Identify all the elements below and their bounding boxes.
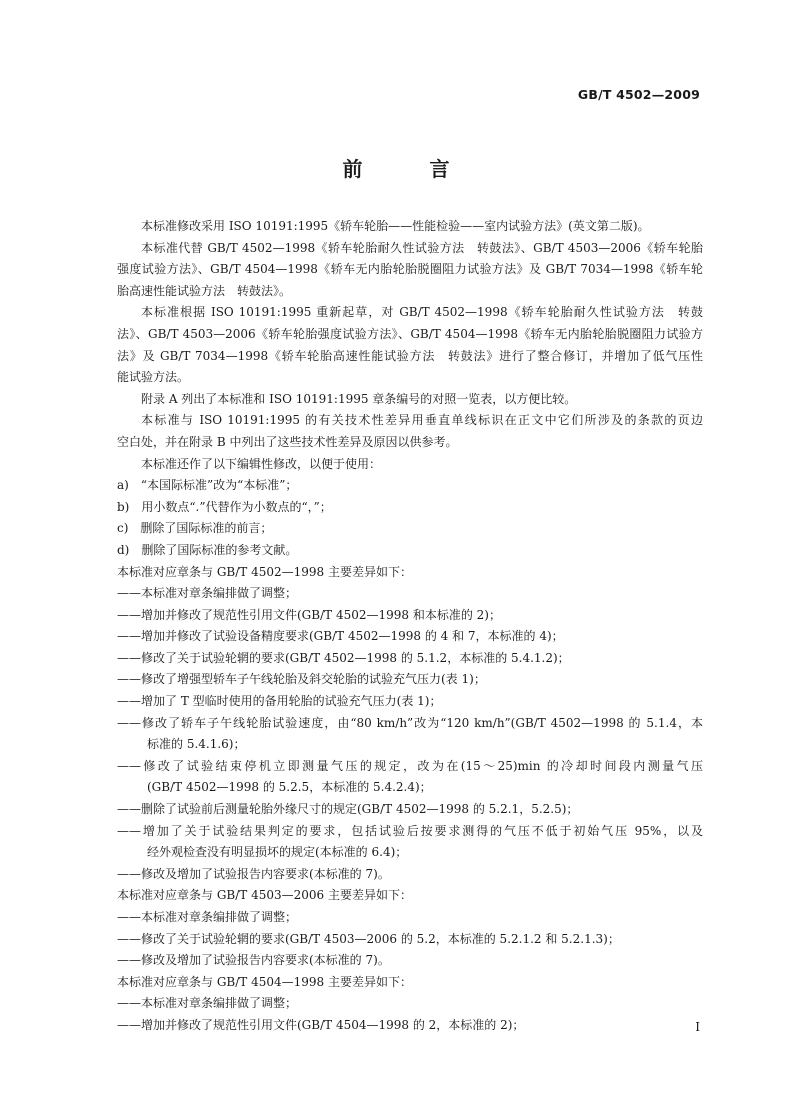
text-line: ——增加了关于试验结果判定的要求，包括试验后按要求测得的气压不低于初始气压 95%，以及 [117, 823, 703, 838]
text-line: ——修改了增强型轿车子午线轮胎及斜交轮胎的试验充气压力(表 1)； [117, 672, 486, 687]
page-number: I [695, 1020, 700, 1034]
text-line: 本标准与 ISO 10191:1995 的有关技术性差异用垂直单线标识在正文中它们所涉及的条款的页边 [141, 413, 703, 428]
text-line: ——删除了试验前后测量轮胎外缘尺寸的规定(GB/T 4502—1998 的 5.2.1，5.2.5)； [117, 802, 579, 817]
text-line: 法》及 GB/T 7034—1998《轿车轮胎高速性能试验方法 转鼓法》进行了整合修订，并增加了低气压性 [117, 348, 703, 363]
text-line: 经外观检查没有明显损坏的规定(本标准的 6.4)； [147, 845, 408, 860]
text-line: 本标准对应章条与 GB/T 4504—1998 主要差异如下： [117, 974, 412, 989]
text-line: 强度试验方法》、GB/T 4504—1998《轿车无内胎轮胎脱圈阻力试验方法》及 GB/T 7034—1998《轿车轮 [117, 262, 703, 277]
text-line: b) 用小数点“.”代替作为小数点的“，”； [117, 499, 332, 514]
text-line: ——增加并修改了规范性引用文件(GB/T 4504—1998 的 2，本标准的 2)； [117, 1017, 525, 1032]
text-line: 本标准对应章条与 GB/T 4503—2006 主要差异如下： [117, 888, 412, 903]
text-line: ——修改了关于试验轮辋的要求(GB/T 4503—2006 的 5.2，本标准的 5.2.1.2 和 5.2.1.3)； [117, 931, 620, 946]
text-line: 空白处，并在附录 B 中列出了这些技术性差异及原因以供参考。 [117, 434, 458, 449]
text-line: 能试验方法。 [117, 370, 190, 385]
text-line: 本标准对应章条与 GB/T 4502—1998 主要差异如下： [117, 564, 412, 579]
text-line: ——修改及增加了试验报告内容要求(本标准的 7)。 [117, 866, 390, 881]
text-line: ——本标准对章条编排做了调整； [117, 996, 298, 1011]
text-line: (GB/T 4502—1998 的 5.2.5，本标准的 5.4.2.4)； [147, 780, 432, 795]
text-line: ——增加了 T 型临时使用的备用轮胎的试验充气压力(表 1)； [117, 694, 442, 709]
page-title: 前 言 [342, 157, 480, 181]
text-line: ——增加并修改了试验设备精度要求(GB/T 4502—1998 的 4 和 7，本标准的 4)； [117, 629, 564, 644]
text-line: ——增加并修改了规范性引用文件(GB/T 4502—1998 和本标准的 2)； [117, 607, 501, 622]
text-line: ——修改了轿车子午线轮胎试验速度，由“80 km/h”改为“120 km/h”(GB/T 4502—1998 的 5.1.4，本 [117, 715, 703, 730]
text-line: a) “本国际标准”改为“本标准”； [117, 478, 298, 493]
text-line: ——修改了关于试验轮辋的要求(GB/T 4502—1998 的 5.1.2，本标准的 5.4.1.2)； [117, 650, 570, 665]
text-line: 本标准修改采用 ISO 10191:1995《轿车轮胎——性能检验——室内试验方法》(英文第二版)。 [141, 219, 650, 233]
text-line: ——本标准对章条编排做了调整； [117, 586, 298, 601]
text-line: ——修改了试验结束停机立即测量气压的规定，改为在(15～25)min 的冷却时间段内测量气压 [117, 758, 703, 773]
text-line: d) 删除了国际标准的参考文献。 [117, 542, 298, 557]
text-line: 本标准还作了以下编辑性修改，以便于使用： [141, 456, 382, 471]
text-line: 标准的 5.4.1.6)； [147, 737, 246, 752]
text-line: 胎高速性能试验方法 转鼓法》。 [117, 283, 292, 298]
text-line: ——修改及增加了试验报告内容要求(本标准的 7)。 [117, 953, 390, 968]
text-line: 本标准代替 GB/T 4502—1998《轿车轮胎耐久性试验方法 转鼓法》、GB/T 4503—2006《轿车轮胎 [141, 240, 703, 255]
foreword-body [117, 216, 703, 1037]
text-line: c) 删除了国际标准的前言； [117, 521, 273, 536]
text-line: 附录 A 列出了本标准和 ISO 10191:1995 章条编号的对照一览表，以方便比较。 [141, 391, 577, 406]
text-line: ——本标准对章条编排做了调整； [117, 910, 298, 924]
text-line: 本标准根据 ISO 10191:1995 重新起草，对 GB/T 4502—1998《轿车轮胎耐久性试验方法 转鼓 [141, 305, 703, 320]
text-line: 法》、GB/T 4503—2006《轿车轮胎强度试验方法》、GB/T 4504—1998《轿车无内胎轮胎脱圈阻力试验方 [117, 326, 703, 341]
standard-code: GB/T 4502—2009 [577, 87, 700, 102]
